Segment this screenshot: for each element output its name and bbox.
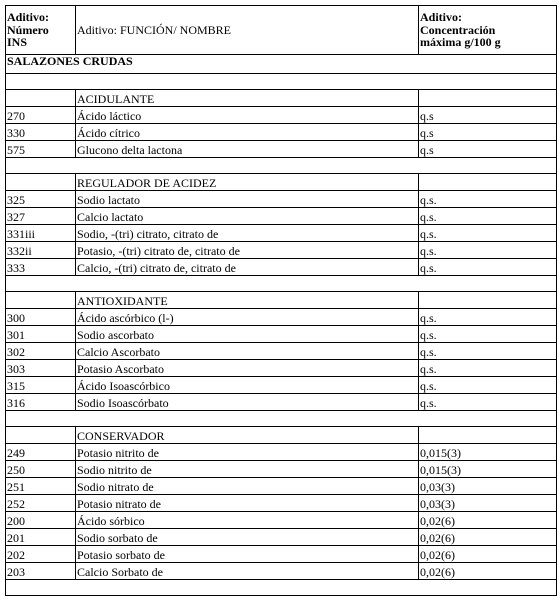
- spacer-cell: [6, 276, 557, 292]
- max-concentration: q.s.: [419, 394, 557, 411]
- header-conc-line: Concentración: [420, 22, 496, 37]
- additive-name: Sodio lactato: [76, 191, 419, 208]
- ins-number: 331iii: [6, 225, 76, 242]
- ins-number: 201: [6, 529, 76, 546]
- ins-number: 249: [6, 444, 76, 461]
- additive-name: Potasio sorbato de: [76, 546, 419, 563]
- spacer-row: [6, 74, 557, 90]
- max-concentration: q.s.: [419, 326, 557, 343]
- max-concentration: q.s: [419, 107, 557, 124]
- max-concentration: q.s: [419, 141, 557, 158]
- ins-number: 316: [6, 394, 76, 411]
- group-title: REGULADOR DE ACIDEZ: [76, 174, 419, 191]
- ins-number: 330: [6, 124, 76, 141]
- table-row: [6, 377, 557, 394]
- group-ins-cell: [6, 427, 76, 444]
- header-ins-line: INS: [7, 35, 28, 50]
- ins-number: 202: [6, 546, 76, 563]
- header-row: [6, 6, 557, 55]
- max-concentration: 0,02(6): [419, 546, 557, 563]
- header-function-name: Aditivo: FUNCIÓN/ NOMBRE: [76, 6, 419, 55]
- table-row: [6, 343, 557, 360]
- ins-number: 327: [6, 208, 76, 225]
- spacer-row: [6, 158, 557, 174]
- additive-name: Ácido láctico: [76, 107, 419, 124]
- additive-name: Calcio, -(tri) citrato de, citrato de: [76, 259, 419, 276]
- group-ins-cell: [6, 90, 76, 107]
- table-row: [6, 444, 557, 461]
- additive-name: Potasio, -(tri) citrato de, citrato de: [76, 242, 419, 259]
- max-concentration: 0,02(6): [419, 563, 557, 580]
- header-ins-line: Número: [7, 22, 49, 37]
- additive-name: Ácido Isoascórbico: [76, 377, 419, 394]
- max-concentration: 0,02(6): [419, 529, 557, 546]
- max-concentration: 0,015(3): [419, 461, 557, 478]
- header-max-concentration: [419, 6, 557, 55]
- group-title-row: [6, 174, 557, 191]
- table-row: [6, 242, 557, 259]
- table-row: [6, 563, 557, 580]
- table-row: [6, 326, 557, 343]
- additive-name: Sodio, -(tri) citrato, citrato de: [76, 225, 419, 242]
- table-row: [6, 124, 557, 141]
- ins-number: 332ii: [6, 242, 76, 259]
- table-body: [6, 6, 557, 596]
- additive-name: Calcio lactato: [76, 208, 419, 225]
- group-title-row: [6, 90, 557, 107]
- group-ins-cell: [6, 292, 76, 309]
- group-conc-cell: [419, 292, 557, 309]
- group-conc-cell: [419, 90, 557, 107]
- ins-number: 315: [6, 377, 76, 394]
- header-ins-line: Aditivo:: [7, 10, 49, 25]
- table-row: [6, 529, 557, 546]
- additive-name: Calcio Ascorbato: [76, 343, 419, 360]
- table-row: [6, 309, 557, 326]
- table-row: [6, 107, 557, 124]
- header-ins-number: [6, 6, 76, 55]
- max-concentration: q.s.: [419, 377, 557, 394]
- additives-table: [5, 5, 557, 596]
- table-row: [6, 191, 557, 208]
- ins-number: 325: [6, 191, 76, 208]
- max-concentration: 0,02(6): [419, 512, 557, 529]
- spacer-cell: [6, 580, 557, 596]
- ins-number: 251: [6, 478, 76, 495]
- max-concentration: 0,03(3): [419, 495, 557, 512]
- table-row: [6, 360, 557, 377]
- group-conc-cell: [419, 427, 557, 444]
- section-title-row: [6, 55, 557, 74]
- additive-name: Ácido cítrico: [76, 124, 419, 141]
- additive-name: Potasio nitrito de: [76, 444, 419, 461]
- max-concentration: q.s.: [419, 191, 557, 208]
- additive-name: Calcio Sorbato de: [76, 563, 419, 580]
- max-concentration: q.s.: [419, 208, 557, 225]
- spacer-row: [6, 276, 557, 292]
- spacer-cell: [6, 74, 557, 90]
- table-row: [6, 478, 557, 495]
- table-row: [6, 512, 557, 529]
- additive-name: Potasio Ascorbato: [76, 360, 419, 377]
- ins-number: 200: [6, 512, 76, 529]
- group-title: CONSERVADOR: [76, 427, 419, 444]
- max-concentration: q.s.: [419, 259, 557, 276]
- spacer-cell: [6, 158, 557, 174]
- header-conc-line: Aditivo:: [420, 10, 462, 25]
- ins-number: 300: [6, 309, 76, 326]
- spacer-row: [6, 411, 557, 427]
- additive-name: Sodio nitrito de: [76, 461, 419, 478]
- ins-number: 575: [6, 141, 76, 158]
- table-row: [6, 461, 557, 478]
- group-title-row: [6, 427, 557, 444]
- additive-name: Sodio nitrato de: [76, 478, 419, 495]
- spacer-row: [6, 580, 557, 596]
- table-row: [6, 225, 557, 242]
- additive-name: Sodio sorbato de: [76, 529, 419, 546]
- additive-name: Sodio Isoascórbato: [76, 394, 419, 411]
- max-concentration: 0,03(3): [419, 478, 557, 495]
- group-title: ANTIOXIDANTE: [76, 292, 419, 309]
- additive-name: Ácido ascórbico (l-): [76, 309, 419, 326]
- additive-name: Potasio nitrato de: [76, 495, 419, 512]
- ins-number: 252: [6, 495, 76, 512]
- max-concentration: q.s.: [419, 343, 557, 360]
- ins-number: 301: [6, 326, 76, 343]
- max-concentration: q.s.: [419, 360, 557, 377]
- spacer-cell: [6, 411, 557, 427]
- max-concentration: q.s.: [419, 225, 557, 242]
- additive-name: Glucono delta lactona: [76, 141, 419, 158]
- ins-number: 303: [6, 360, 76, 377]
- table-row: [6, 259, 557, 276]
- ins-number: 333: [6, 259, 76, 276]
- max-concentration: q.s.: [419, 242, 557, 259]
- additive-name: Sodio ascorbato: [76, 326, 419, 343]
- ins-number: 250: [6, 461, 76, 478]
- group-title: ACIDULANTE: [76, 90, 419, 107]
- max-concentration: q.s: [419, 124, 557, 141]
- additive-name: Ácido sórbico: [76, 512, 419, 529]
- group-conc-cell: [419, 174, 557, 191]
- ins-number: 203: [6, 563, 76, 580]
- ins-number: 302: [6, 343, 76, 360]
- header-conc-line: máxima g/100 g: [420, 35, 501, 50]
- table-row: [6, 495, 557, 512]
- ins-number: 270: [6, 107, 76, 124]
- group-ins-cell: [6, 174, 76, 191]
- table-row: [6, 208, 557, 225]
- group-title-row: [6, 292, 557, 309]
- table-row: [6, 141, 557, 158]
- table-row: [6, 546, 557, 563]
- section-title: SALAZONES CRUDAS: [6, 55, 557, 74]
- table-row: [6, 394, 557, 411]
- max-concentration: q.s.: [419, 309, 557, 326]
- max-concentration: 0,015(3): [419, 444, 557, 461]
